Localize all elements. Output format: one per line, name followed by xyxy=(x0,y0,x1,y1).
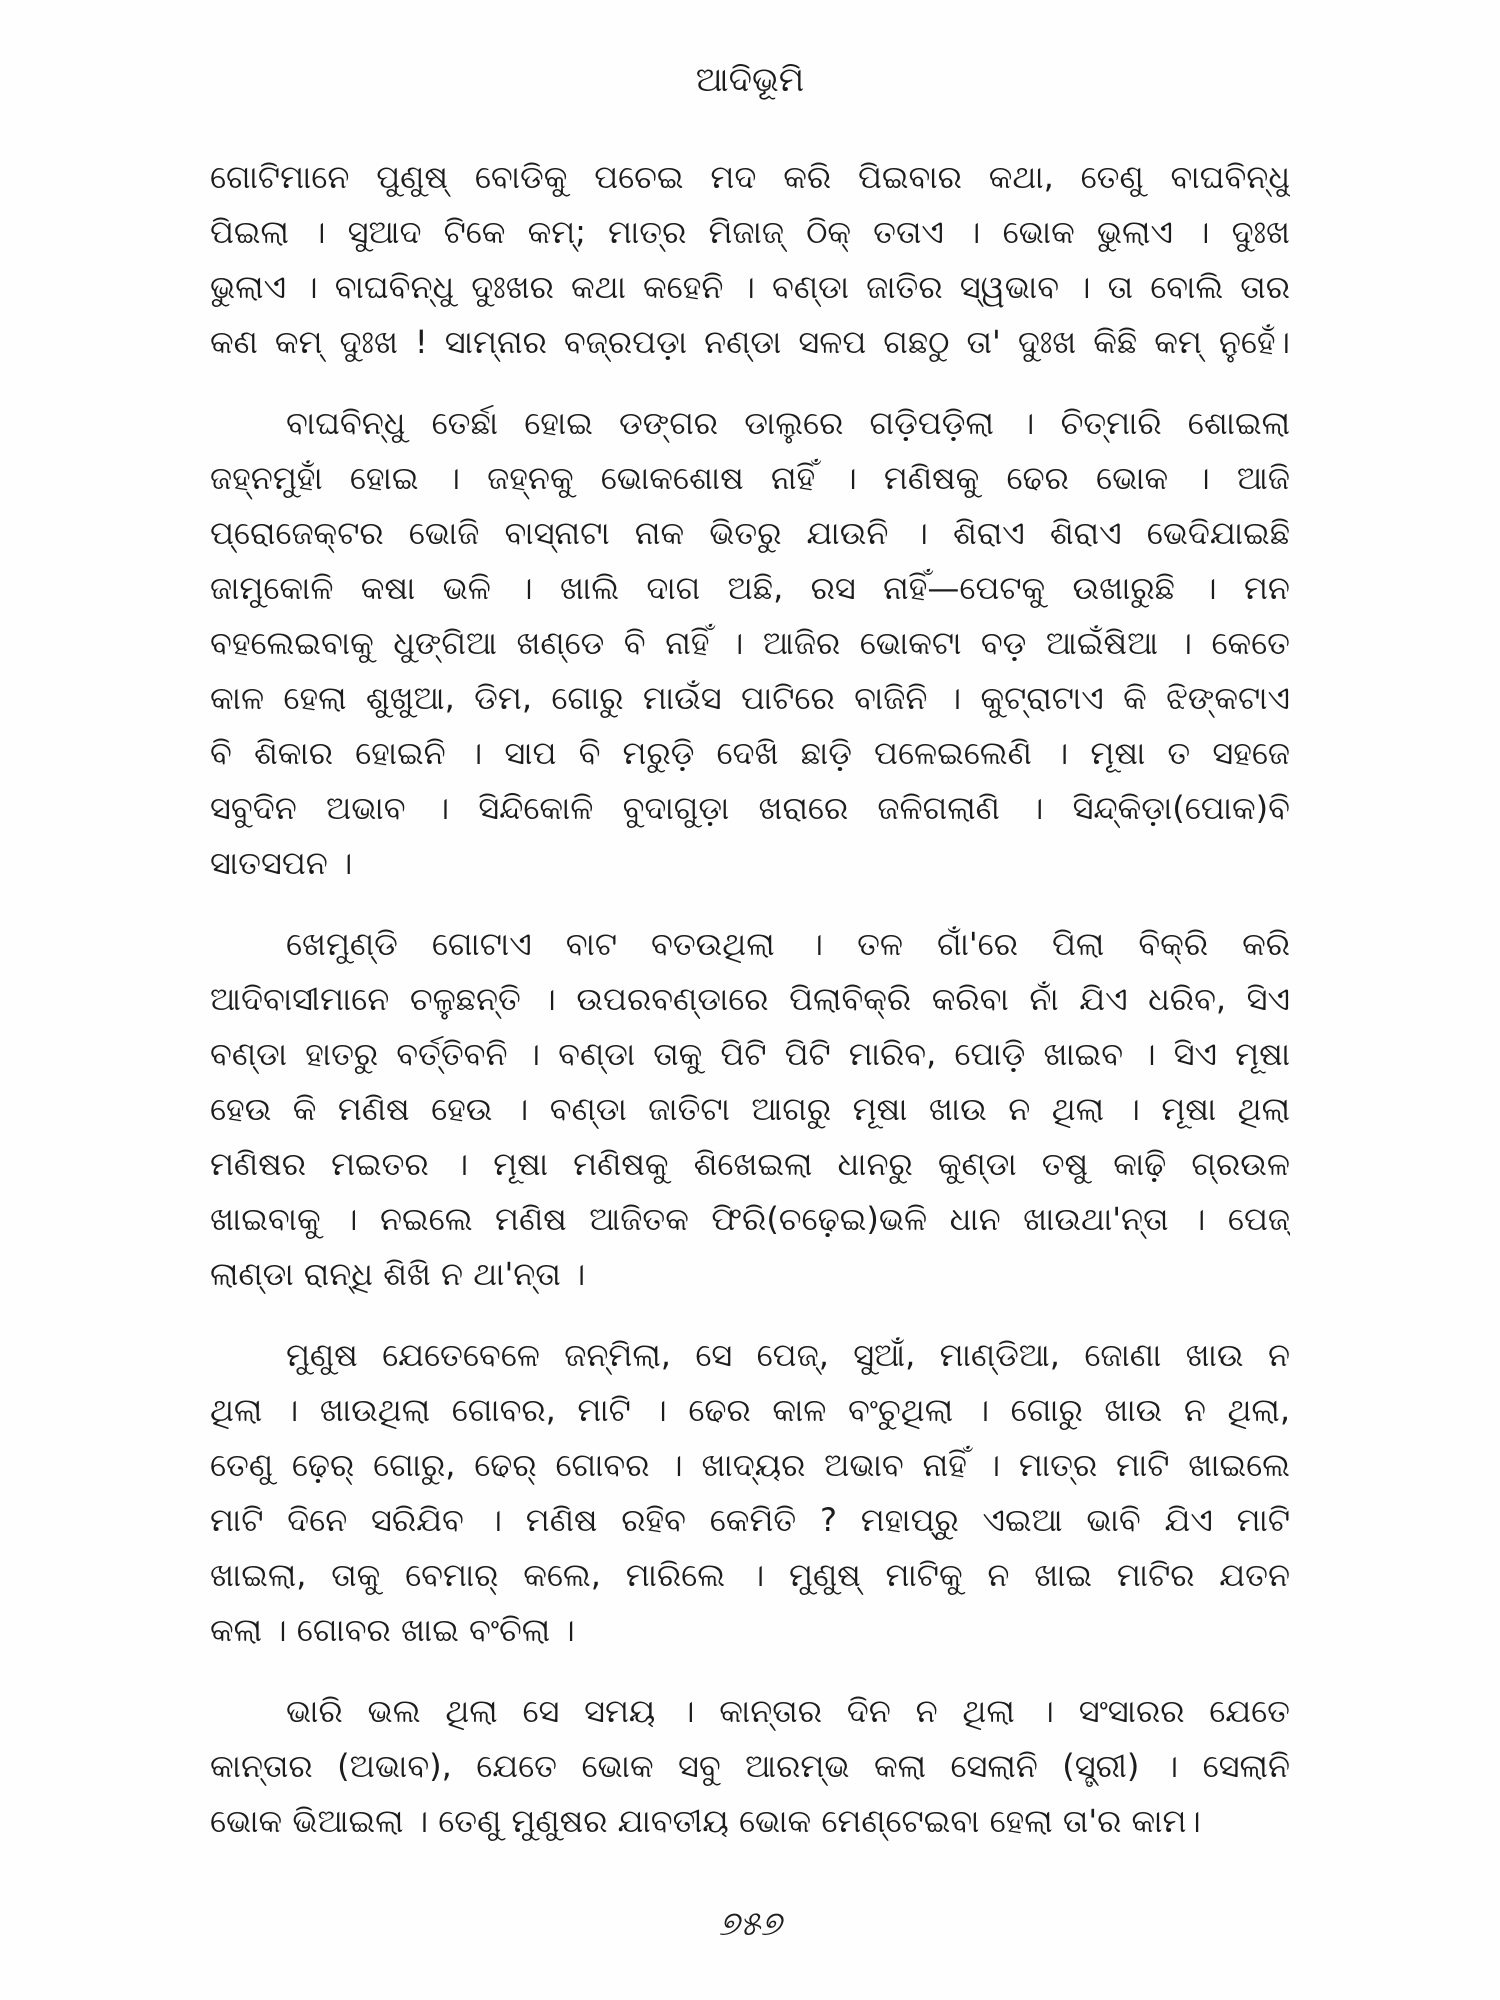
text-line: ଥିଲା । ଖାଉଥିଲା ଗୋବର, ମାଟି । ଢେର କାଳ ବଂଚୁଥିଲା । ଗୋରୁ ଖାଉ ନ ଥିଲା, xyxy=(210,1391,1290,1429)
text-line: ଭୁଲାଏ । ବାଘବିନ୍ଧୁ ଦୁଃଖର କଥା କହେନି । ବଣ୍ଡା ଜାତିର ସ୍ୱଭାବ । ତା ବୋଲି ତାର xyxy=(210,268,1290,306)
text-line: ଜହ୍ନମୁହାଁ ହୋଇ । ଜହ୍ନକୁ ଭୋକଶୋଷ ନାହିଁ । ମଣିଷକୁ ଢେର ଭୋକ । ଆଜି xyxy=(210,459,1290,497)
running-head-title: ଆଦିଭୂମି xyxy=(695,60,805,100)
text-line: ପିଇଲା । ସୁଆଦ ଟିକେ କମ୍; ମାତ୍ର ମିଜାଜ୍ ଠିକ୍ ତତାଏ । ଭୋକ ଭୁଲାଏ । ଦୁଃଖ xyxy=(210,213,1290,251)
text-line: କଣ କମ୍ ଦୁଃଖ ! ସାମ୍ନାର ବଜ୍ରପଡ଼ା ନଣ୍ଡା ସଳପ ଗଛଠୁ ତା' ଦୁଃଖ କିଛି କମ୍ ନୁହେଁ। xyxy=(210,323,1290,361)
text-line: ମୁଣୁଷ ଯେତେବେଳେ ଜନ୍ମିଲା, ସେ ପେଜ୍, ସୁଆଁ, ମାଣ୍ଡିଆ, ଜୋଣା ଖାଉ ନ xyxy=(286,1336,1290,1374)
text-line: ସବୁଦିନ ଅଭାବ । ସିନ୍ଦିକୋଳି ବୁଦାଗୁଡ଼ା ଖରାରେ ଜଳିଗଲାଣି । ସିନ୍ଦ୍‌କିଡ଼ା(ପୋକ)ବି xyxy=(210,789,1290,827)
text-line: କାନ୍ତାର (ଅଭାବ), ଯେତେ ଭୋକ ସବୁ ଆରମ୍ଭ କଲା ସେଲାନି (ସ୍ତ୍ରୀ) । ସେଲାନି xyxy=(210,1747,1290,1785)
text-line: ଗୋଟିମାନେ ପୁଣୁଷ୍ ବୋଡିକୁ ପଚେଇ ମଦ କରି ପିଇବାର କଥା, ତେଣୁ ବାଘବିନ୍ଧୁ xyxy=(210,158,1290,196)
text-line: ବାଘବିନ୍ଧୁ ତେର୍ଛା ହୋଇ ଡଙ୍ଗର ଡାଲୁରେ ଗଡ଼ିପଡ଼ିଲା । ଚିତ୍‌ମାରି ଶୋଇଲା xyxy=(286,404,1290,442)
text-line: କଲା । ଗୋବର ଖାଇ ବଂଚିଲା । xyxy=(210,1611,575,1649)
paragraph-1 xyxy=(210,150,1290,370)
paragraph-2 xyxy=(210,396,1290,891)
text-line: କାଳ ହେଲା ଶୁଖୁଆ, ଡିମ, ଗୋରୁ ମାଉଁସ ପାଟିରେ ବାଜିନି । କୁଟ୍‌ରାଟାଏ କି ଝିଙ୍କଟାଏ xyxy=(210,679,1290,717)
paragraph-4 xyxy=(210,1328,1290,1658)
text-line: ଆଦିବାସୀମାନେ ଚଳୁଛନ୍ତି । ଉପରବଣ୍ଡାରେ ପିଲାବିକ୍ରି କରିବା ନାଁ ଯିଏ ଧରିବ, ସିଏ xyxy=(210,980,1290,1018)
text-line: ଖେମୁଣ୍ଡି ଗୋଟାଏ ବାଟ ବତଉଥିଲା । ତଳ ଗାଁ'ରେ ପିଲା ବିକ୍ରି କରି xyxy=(286,925,1290,963)
text-line: ଭାରି ଭଲ ଥିଲା ସେ ସମୟ । କାନ୍ତାର ଦିନ ନ ଥିଲା । ସଂସାରର ଯେତେ xyxy=(286,1692,1290,1730)
text-line: ଖାଇବାକୁ । ନଇଲେ ମଣିଷ ଆଜିତକ ଫିରି(ଚଢ଼େଇ)ଭଳି ଧାନ ଖାଉଥା'ନ୍ତା । ପେଜ୍ xyxy=(210,1200,1290,1238)
text-line: ଖାଇଲା, ତାକୁ ବେମାର୍ କଲେ, ମାରିଲେ । ମୁଣୁଷ୍ ମାଟିକୁ ନ ଖାଇ ମାଟିର ଯତନ xyxy=(210,1556,1290,1594)
text-line: ଜାମୁକୋଳି କଷା ଭଳି । ଖାଲି ଦାଗ ଅଛି, ରସ ନାହିଁ—ପେଟକୁ ଉଖାରୁଛି । ମନ xyxy=(210,569,1290,607)
text-line: ବଣ୍ଡା ହାତରୁ ବର୍ତ୍ତିବନି । ବଣ୍ଡା ତାକୁ ପିଟି ପିଟି ମାରିବ, ପୋଡ଼ି ଖାଇବ । ସିଏ ମୂଷା xyxy=(210,1035,1290,1073)
text-line: ବି ଶିକାର ହୋଇନି । ସାପ ବି ମରୁଡ଼ି ଦେଖି ଛାଡ଼ି ପଳେଇଲେଣି । ମୂଷା ତ ସହଜେ xyxy=(210,734,1290,772)
page-number: ୭୫୭ xyxy=(718,1904,782,1944)
body-text xyxy=(210,150,1290,1875)
text-line: ବହଲେଇବାକୁ ଧୁଙ୍ଗିଆ ଖଣ୍ଡେ ବି ନାହିଁ । ଆଜିର ଭୋକଟା ବଡ଼ ଆଇଁଷିଆ । କେତେ xyxy=(210,624,1290,662)
text-line: ମଣିଷର ମଇତର । ମୂଷା ମଣିଷକୁ ଶିଖେଇଲା ଧାନରୁ କୁଣ୍ଡା ତଷୁ କାଢ଼ି ଗ୍ରଉଳ xyxy=(210,1145,1290,1183)
text-line: ପ୍ରୋଜେକ୍ଟର ଭୋଜି ବାସ୍ନାଟା ନାକ ଭିତରୁ ଯାଉନି । ଶିରାଏ ଶିରାଏ ଭେଦିଯାଇଛି xyxy=(210,514,1290,552)
text-line: ଲାଣ୍ଡା ରାନ୍ଧି ଶିଖି ନ ଥା'ନ୍ତା । xyxy=(210,1255,586,1293)
paragraph-5 xyxy=(210,1684,1290,1849)
text-line: ସାତସପନ । xyxy=(210,844,353,882)
text-line: ତେଣୁ ଢ଼େର୍ ଗୋରୁ, ଢେର୍ ଗୋବର । ଖାଦ୍ୟର ଅଭାବ ନାହିଁ । ମାତ୍ର ମାଟି ଖାଇଲେ xyxy=(210,1446,1290,1484)
text-line: ଭୋକ ଭିଆଇଲା । ତେଣୁ ମୁଣୁଷର ଯାବତୀୟ ଭୋକ ମେଣ୍ଟେଇବା ହେଲା ତା'ର କାମ। xyxy=(210,1802,1201,1840)
text-line: ମାଟି ଦିନେ ସରିଯିବ । ମଣିଷ ରହିବ କେମିତି ? ମହାପ୍ରୁ ଏଇଆ ଭାବି ଯିଏ ମାଟି xyxy=(210,1501,1290,1539)
text-line: ହେଉ କି ମଣିଷ ହେଉ । ବଣ୍ଡା ଜାତିଟା ଆଗରୁ ମୂଷା ଖାଉ ନ ଥିଲା । ମୂଷା ଥିଲା xyxy=(210,1090,1290,1128)
paragraph-3 xyxy=(210,917,1290,1302)
